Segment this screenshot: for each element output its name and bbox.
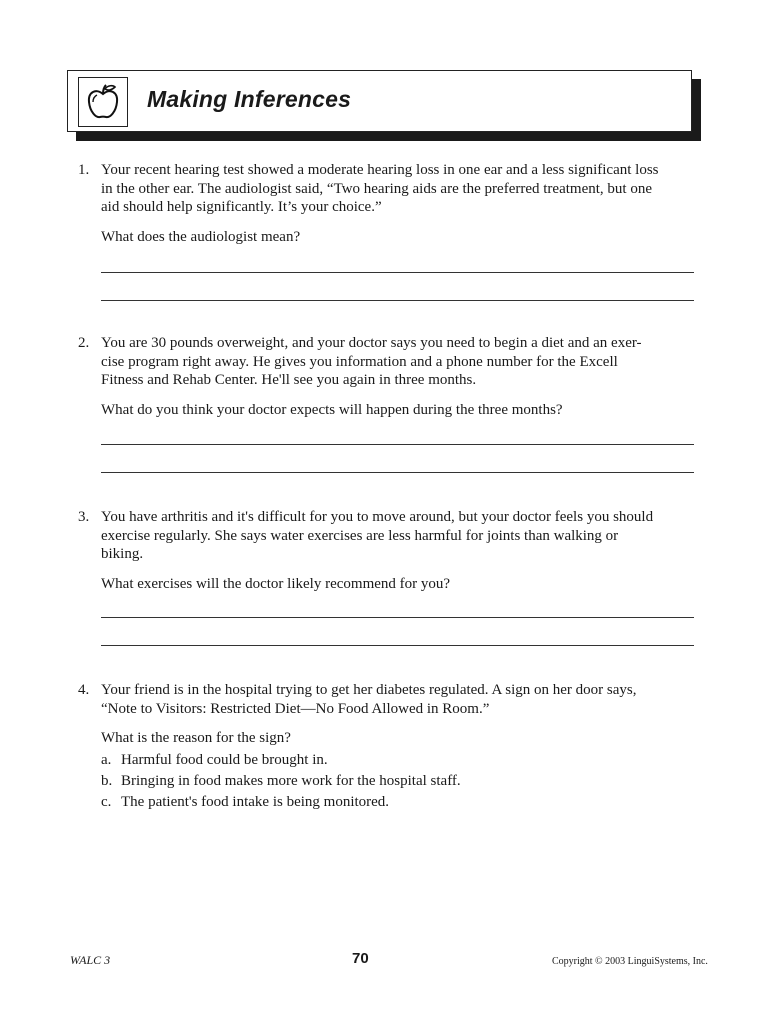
apple-icon (86, 83, 120, 121)
question-text (101, 334, 708, 390)
choice-letter: c. (101, 793, 112, 810)
question-line: aid should help significantly. It’s your choice.” (101, 199, 382, 215)
title-banner (67, 70, 692, 132)
question-2 (78, 334, 708, 419)
question-number: 2. (78, 335, 90, 351)
question-text (101, 508, 708, 564)
question-text (101, 681, 708, 718)
question-number: 3. (78, 509, 90, 525)
question-line: exercise regularly. She says water exercises are less harmful for joints than walking or (101, 527, 619, 544)
question-line: in the other ear. The audiologist said, “Two hearing aids are the preferred treatment, but one (101, 180, 652, 197)
answer-line[interactable] (101, 472, 694, 473)
question-line: cise program right away. He gives you information and a phone number for the Excell (101, 353, 618, 370)
answer-line[interactable] (101, 444, 694, 445)
choice-text: Bringing in food makes more work for the hospital staff. (121, 772, 461, 789)
question-line: You are 30 pounds overweight, and your doctor says you need to begin a diet and an exer- (101, 335, 642, 351)
question-line: “Note to Visitors: Restricted Diet—No Food Allowed in Room.” (101, 700, 490, 717)
choice-option-b[interactable] (101, 771, 708, 792)
choice-letter: b. (101, 772, 113, 789)
question-4 (78, 681, 708, 813)
choice-option-a[interactable] (101, 750, 708, 771)
book-title: WALC 3 (70, 953, 111, 967)
question-prompt: What does the audiologist mean? (101, 228, 301, 245)
question-prompt: What do you think your doctor expects will happen during the three months? (101, 401, 563, 418)
question-line: You have arthritis and it's difficult for you to move around, but your doctor feels you should (101, 509, 654, 525)
question-text (101, 161, 708, 217)
choice-text: The patient's food intake is being monitored. (121, 793, 390, 810)
question-3 (78, 508, 708, 593)
question-line: Your friend is in the hospital trying to get her diabetes regulated. A sign on her door says, (101, 682, 637, 698)
choice-option-c[interactable] (101, 792, 708, 813)
question-number: 4. (78, 682, 90, 698)
question-prompt: What is the reason for the sign? (101, 730, 291, 746)
copyright-notice: Copyright © 2003 LinguiSystems, Inc. (552, 956, 708, 967)
question-1 (78, 161, 708, 246)
page-title: Making Inferences (147, 86, 352, 112)
choice-text: Harmful food could be brought in. (121, 751, 328, 768)
icon-frame (78, 77, 128, 127)
choice-letter: a. (101, 751, 112, 768)
question-line: Fitness and Rehab Center. He'll see you again in three months. (101, 372, 477, 388)
page-number: 70 (352, 950, 369, 967)
answer-line[interactable] (101, 272, 694, 273)
question-line: Your recent hearing test showed a moderate hearing loss in one ear and a less significant loss (101, 162, 659, 178)
answer-line[interactable] (101, 645, 694, 646)
answer-line[interactable] (101, 617, 694, 618)
question-prompt: What exercises will the doctor likely recommend for you? (101, 575, 451, 592)
question-number: 1. (78, 162, 90, 178)
question-line: biking. (101, 546, 144, 562)
answer-line[interactable] (101, 300, 694, 301)
